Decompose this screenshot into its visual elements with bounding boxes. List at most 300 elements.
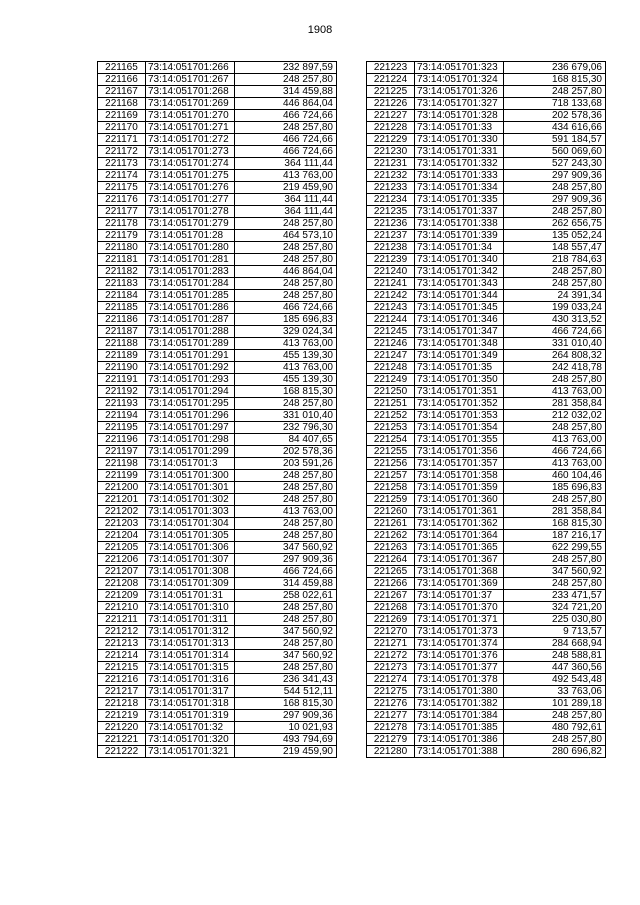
table-row xyxy=(98,458,337,470)
cadastral-number-cell: 73:14:051701:365 xyxy=(415,542,504,554)
cadastral-value-cell: 347 560,92 xyxy=(235,542,337,554)
cadastral-number-cell: 73:14:051701:276 xyxy=(146,182,235,194)
cadastral-number-cell: 73:14:051701:305 xyxy=(146,530,235,542)
cadastral-number-cell: 73:14:051701:315 xyxy=(146,662,235,674)
cadastral-number-cell: 73:14:051701:317 xyxy=(146,686,235,698)
table-row xyxy=(98,170,337,182)
cadastral-value-cell: 24 391,34 xyxy=(504,290,606,302)
table-row xyxy=(367,470,606,482)
record-number-cell: 221173 xyxy=(98,158,146,170)
record-number-cell: 221252 xyxy=(367,410,415,422)
cadastral-value-cell: 135 052,24 xyxy=(504,230,606,242)
cadastral-number-cell: 73:14:051701:371 xyxy=(415,614,504,626)
record-number-cell: 221170 xyxy=(98,122,146,134)
cadastral-value-cell: 219 459,90 xyxy=(235,746,337,758)
cadastral-number-cell: 73:14:051701:271 xyxy=(146,122,235,134)
record-number-cell: 221269 xyxy=(367,614,415,626)
record-number-cell: 221260 xyxy=(367,506,415,518)
table-row xyxy=(367,542,606,554)
record-number-cell: 221197 xyxy=(98,446,146,458)
table-row xyxy=(98,86,337,98)
record-number-cell: 221194 xyxy=(98,410,146,422)
cadastral-value-cell: 248 257,80 xyxy=(235,254,337,266)
cadastral-number-cell: 73:14:051701:374 xyxy=(415,638,504,650)
cadastral-number-cell: 73:14:051701:349 xyxy=(415,350,504,362)
record-number-cell: 221236 xyxy=(367,218,415,230)
table-row xyxy=(367,122,606,134)
table-row xyxy=(98,314,337,326)
record-number-cell: 221270 xyxy=(367,626,415,638)
cadastral-value-cell: 297 909,36 xyxy=(235,710,337,722)
record-number-cell: 221247 xyxy=(367,350,415,362)
record-number-cell: 221204 xyxy=(98,530,146,542)
table-row xyxy=(98,158,337,170)
record-number-cell: 221192 xyxy=(98,386,146,398)
cadastral-value-cell: 466 724,66 xyxy=(504,326,606,338)
table-row xyxy=(367,278,606,290)
cadastral-number-cell: 73:14:051701:337 xyxy=(415,206,504,218)
cadastral-number-cell: 73:14:051701:332 xyxy=(415,158,504,170)
table-row xyxy=(98,350,337,362)
record-number-cell: 221214 xyxy=(98,650,146,662)
cadastral-value-cell: 446 864,04 xyxy=(235,266,337,278)
cadastral-number-cell: 73:14:051701:297 xyxy=(146,422,235,434)
record-number-cell: 221231 xyxy=(367,158,415,170)
cadastral-value-cell: 464 573,10 xyxy=(235,230,337,242)
cadastral-value-cell: 9 713,57 xyxy=(504,626,606,638)
cadastral-number-cell: 73:14:051701:340 xyxy=(415,254,504,266)
cadastral-value-cell: 413 763,00 xyxy=(504,458,606,470)
record-number-cell: 221264 xyxy=(367,554,415,566)
cadastral-value-cell: 248 257,80 xyxy=(504,554,606,566)
cadastral-number-cell: 73:14:051701:300 xyxy=(146,470,235,482)
record-number-cell: 221221 xyxy=(98,734,146,746)
record-number-cell: 221266 xyxy=(367,578,415,590)
cadastral-number-cell: 73:14:051701:319 xyxy=(146,710,235,722)
record-number-cell: 221189 xyxy=(98,350,146,362)
cadastral-number-cell: 73:14:051701:304 xyxy=(146,518,235,530)
cadastral-number-cell: 73:14:051701:339 xyxy=(415,230,504,242)
cadastral-value-cell: 413 763,00 xyxy=(504,386,606,398)
cadastral-number-cell: 73:14:051701:376 xyxy=(415,650,504,662)
table-row xyxy=(367,698,606,710)
record-number-cell: 221183 xyxy=(98,278,146,290)
record-number-cell: 221167 xyxy=(98,86,146,98)
cadastral-value-cell: 248 257,80 xyxy=(235,290,337,302)
cadastral-number-cell: 73:14:051701:377 xyxy=(415,662,504,674)
cadastral-value-cell: 430 313,52 xyxy=(504,314,606,326)
cadastral-value-cell: 297 909,36 xyxy=(235,554,337,566)
record-number-cell: 221168 xyxy=(98,98,146,110)
cadastral-number-cell: 73:14:051701:386 xyxy=(415,734,504,746)
cadastral-value-cell: 492 543,48 xyxy=(504,674,606,686)
record-number-cell: 221268 xyxy=(367,602,415,614)
record-number-cell: 221188 xyxy=(98,338,146,350)
table-row xyxy=(98,230,337,242)
table-row xyxy=(98,746,337,758)
cadastral-value-cell: 560 069,60 xyxy=(504,146,606,158)
record-number-cell: 221180 xyxy=(98,242,146,254)
record-number-cell: 221276 xyxy=(367,698,415,710)
record-number-cell: 221171 xyxy=(98,134,146,146)
table-row xyxy=(367,722,606,734)
table-row xyxy=(367,170,606,182)
table-row xyxy=(367,458,606,470)
cadastral-value-cell: 248 257,80 xyxy=(504,374,606,386)
cadastral-number-cell: 73:14:051701:285 xyxy=(146,290,235,302)
record-number-cell: 221178 xyxy=(98,218,146,230)
table-row xyxy=(98,734,337,746)
table-row xyxy=(98,662,337,674)
table-row xyxy=(367,554,606,566)
table-row xyxy=(367,446,606,458)
registry-table-right-body xyxy=(367,62,606,758)
cadastral-value-cell: 622 299,55 xyxy=(504,542,606,554)
table-row xyxy=(367,302,606,314)
cadastral-value-cell: 248 257,80 xyxy=(235,662,337,674)
cadastral-number-cell: 73:14:051701:343 xyxy=(415,278,504,290)
record-number-cell: 221224 xyxy=(367,74,415,86)
record-number-cell: 221261 xyxy=(367,518,415,530)
table-row xyxy=(98,62,337,74)
record-number-cell: 221206 xyxy=(98,554,146,566)
cadastral-number-cell: 73:14:051701:326 xyxy=(415,86,504,98)
cadastral-number-cell: 73:14:051701:270 xyxy=(146,110,235,122)
record-number-cell: 221259 xyxy=(367,494,415,506)
cadastral-value-cell: 148 557,47 xyxy=(504,242,606,254)
record-number-cell: 221279 xyxy=(367,734,415,746)
table-row xyxy=(98,446,337,458)
record-number-cell: 221201 xyxy=(98,494,146,506)
table-row xyxy=(98,530,337,542)
cadastral-value-cell: 493 794,69 xyxy=(235,734,337,746)
cadastral-number-cell: 73:14:051701:350 xyxy=(415,374,504,386)
table-row xyxy=(98,494,337,506)
record-number-cell: 221196 xyxy=(98,434,146,446)
cadastral-number-cell: 73:14:051701:380 xyxy=(415,686,504,698)
cadastral-value-cell: 248 257,80 xyxy=(235,242,337,254)
cadastral-value-cell: 718 133,68 xyxy=(504,98,606,110)
record-number-cell: 221257 xyxy=(367,470,415,482)
record-number-cell: 221184 xyxy=(98,290,146,302)
cadastral-value-cell: 248 257,80 xyxy=(235,398,337,410)
cadastral-number-cell: 73:14:051701:368 xyxy=(415,566,504,578)
record-number-cell: 221256 xyxy=(367,458,415,470)
cadastral-number-cell: 73:14:051701:361 xyxy=(415,506,504,518)
table-row xyxy=(367,566,606,578)
cadastral-value-cell: 527 243,30 xyxy=(504,158,606,170)
cadastral-value-cell: 232 897,59 xyxy=(235,62,337,74)
cadastral-number-cell: 73:14:051701:311 xyxy=(146,614,235,626)
table-row xyxy=(98,206,337,218)
table-row xyxy=(98,506,337,518)
record-number-cell: 221216 xyxy=(98,674,146,686)
table-row xyxy=(98,218,337,230)
table-row xyxy=(98,242,337,254)
cadastral-value-cell: 331 010,40 xyxy=(504,338,606,350)
record-number-cell: 221181 xyxy=(98,254,146,266)
cadastral-value-cell: 544 512,11 xyxy=(235,686,337,698)
cadastral-value-cell: 168 815,30 xyxy=(504,518,606,530)
record-number-cell: 221177 xyxy=(98,206,146,218)
table-row xyxy=(367,434,606,446)
cadastral-value-cell: 347 560,92 xyxy=(504,566,606,578)
table-row xyxy=(98,602,337,614)
cadastral-number-cell: 73:14:051701:331 xyxy=(415,146,504,158)
cadastral-number-cell: 73:14:051701:279 xyxy=(146,218,235,230)
record-number-cell: 221234 xyxy=(367,194,415,206)
cadastral-value-cell: 10 021,93 xyxy=(235,722,337,734)
cadastral-number-cell: 73:14:051701:273 xyxy=(146,146,235,158)
cadastral-value-cell: 364 111,44 xyxy=(235,194,337,206)
table-row xyxy=(98,422,337,434)
cadastral-value-cell: 284 668,94 xyxy=(504,638,606,650)
table-row xyxy=(367,134,606,146)
table-row xyxy=(98,482,337,494)
cadastral-value-cell: 364 111,44 xyxy=(235,158,337,170)
record-number-cell: 221237 xyxy=(367,230,415,242)
cadastral-value-cell: 185 696,83 xyxy=(235,314,337,326)
record-number-cell: 221200 xyxy=(98,482,146,494)
cadastral-number-cell: 73:14:051701:378 xyxy=(415,674,504,686)
cadastral-number-cell: 73:14:051701:283 xyxy=(146,266,235,278)
table-row xyxy=(98,554,337,566)
cadastral-number-cell: 73:14:051701:364 xyxy=(415,530,504,542)
table-row xyxy=(98,326,337,338)
cadastral-number-cell: 73:14:051701:359 xyxy=(415,482,504,494)
cadastral-number-cell: 73:14:051701:3 xyxy=(146,458,235,470)
table-row xyxy=(98,290,337,302)
record-number-cell: 221243 xyxy=(367,302,415,314)
cadastral-number-cell: 73:14:051701:346 xyxy=(415,314,504,326)
record-number-cell: 221208 xyxy=(98,578,146,590)
table-row xyxy=(98,434,337,446)
table-row xyxy=(367,614,606,626)
table-row xyxy=(367,338,606,350)
cadastral-number-cell: 73:14:051701:275 xyxy=(146,170,235,182)
table-row xyxy=(367,482,606,494)
cadastral-number-cell: 73:14:051701:296 xyxy=(146,410,235,422)
record-number-cell: 221218 xyxy=(98,698,146,710)
record-number-cell: 221267 xyxy=(367,590,415,602)
table-row xyxy=(367,422,606,434)
table-row xyxy=(367,194,606,206)
cadastral-value-cell: 248 257,80 xyxy=(235,278,337,290)
record-number-cell: 221174 xyxy=(98,170,146,182)
table-row xyxy=(367,746,606,758)
table-row xyxy=(98,590,337,602)
record-number-cell: 221275 xyxy=(367,686,415,698)
record-number-cell: 221223 xyxy=(367,62,415,74)
cadastral-number-cell: 73:14:051701:284 xyxy=(146,278,235,290)
cadastral-value-cell: 185 696,83 xyxy=(504,482,606,494)
cadastral-number-cell: 73:14:051701:323 xyxy=(415,62,504,74)
cadastral-number-cell: 73:14:051701:344 xyxy=(415,290,504,302)
record-number-cell: 221212 xyxy=(98,626,146,638)
table-row xyxy=(98,722,337,734)
table-row xyxy=(367,602,606,614)
table-row xyxy=(367,314,606,326)
cadastral-number-cell: 73:14:051701:388 xyxy=(415,746,504,758)
cadastral-value-cell: 466 724,66 xyxy=(235,566,337,578)
table-row xyxy=(367,362,606,374)
record-number-cell: 221219 xyxy=(98,710,146,722)
table-row xyxy=(98,566,337,578)
cadastral-number-cell: 73:14:051701:287 xyxy=(146,314,235,326)
cadastral-value-cell: 248 257,80 xyxy=(235,482,337,494)
cadastral-value-cell: 248 257,80 xyxy=(235,74,337,86)
table-row xyxy=(98,374,337,386)
table-row xyxy=(98,710,337,722)
cadastral-value-cell: 248 257,80 xyxy=(504,734,606,746)
cadastral-value-cell: 413 763,00 xyxy=(235,506,337,518)
table-row xyxy=(98,254,337,266)
cadastral-value-cell: 248 257,80 xyxy=(235,218,337,230)
table-row xyxy=(367,86,606,98)
record-number-cell: 221210 xyxy=(98,602,146,614)
cadastral-value-cell: 248 257,80 xyxy=(504,266,606,278)
record-number-cell: 221229 xyxy=(367,134,415,146)
cadastral-number-cell: 73:14:051701:292 xyxy=(146,362,235,374)
record-number-cell: 221262 xyxy=(367,530,415,542)
record-number-cell: 221209 xyxy=(98,590,146,602)
cadastral-value-cell: 480 792,61 xyxy=(504,722,606,734)
table-row xyxy=(98,302,337,314)
record-number-cell: 221251 xyxy=(367,398,415,410)
record-number-cell: 221195 xyxy=(98,422,146,434)
cadastral-value-cell: 281 358,84 xyxy=(504,506,606,518)
cadastral-value-cell: 203 591,26 xyxy=(235,458,337,470)
cadastral-number-cell: 73:14:051701:303 xyxy=(146,506,235,518)
cadastral-number-cell: 73:14:051701:35 xyxy=(415,362,504,374)
cadastral-number-cell: 73:14:051701:280 xyxy=(146,242,235,254)
record-number-cell: 221191 xyxy=(98,374,146,386)
cadastral-number-cell: 73:14:051701:306 xyxy=(146,542,235,554)
record-number-cell: 221258 xyxy=(367,482,415,494)
cadastral-value-cell: 84 407,65 xyxy=(235,434,337,446)
registry-table-left-body xyxy=(98,62,337,758)
cadastral-value-cell: 236 341,43 xyxy=(235,674,337,686)
record-number-cell: 221263 xyxy=(367,542,415,554)
cadastral-number-cell: 73:14:051701:267 xyxy=(146,74,235,86)
cadastral-number-cell: 73:14:051701:289 xyxy=(146,338,235,350)
cadastral-value-cell: 202 578,36 xyxy=(235,446,337,458)
cadastral-number-cell: 73:14:051701:324 xyxy=(415,74,504,86)
cadastral-value-cell: 460 104,46 xyxy=(504,470,606,482)
cadastral-number-cell: 73:14:051701:333 xyxy=(415,170,504,182)
cadastral-value-cell: 187 216,17 xyxy=(504,530,606,542)
table-row xyxy=(98,278,337,290)
cadastral-value-cell: 218 784,63 xyxy=(504,254,606,266)
cadastral-value-cell: 466 724,66 xyxy=(235,110,337,122)
page-number: 1908 xyxy=(307,24,333,36)
table-row xyxy=(367,650,606,662)
record-number-cell: 221274 xyxy=(367,674,415,686)
record-number-cell: 221175 xyxy=(98,182,146,194)
cadastral-number-cell: 73:14:051701:385 xyxy=(415,722,504,734)
record-number-cell: 221273 xyxy=(367,662,415,674)
record-number-cell: 221185 xyxy=(98,302,146,314)
cadastral-value-cell: 455 139,30 xyxy=(235,374,337,386)
cadastral-number-cell: 73:14:051701:308 xyxy=(146,566,235,578)
cadastral-number-cell: 73:14:051701:301 xyxy=(146,482,235,494)
record-number-cell: 221199 xyxy=(98,470,146,482)
cadastral-value-cell: 248 257,80 xyxy=(235,602,337,614)
record-number-cell: 221255 xyxy=(367,446,415,458)
record-number-cell: 221244 xyxy=(367,314,415,326)
cadastral-value-cell: 297 909,36 xyxy=(504,170,606,182)
table-row xyxy=(367,590,606,602)
cadastral-number-cell: 73:14:051701:34 xyxy=(415,242,504,254)
cadastral-value-cell: 248 588,81 xyxy=(504,650,606,662)
record-number-cell: 221198 xyxy=(98,458,146,470)
table-row xyxy=(367,386,606,398)
cadastral-value-cell: 248 257,80 xyxy=(235,614,337,626)
cadastral-value-cell: 413 763,00 xyxy=(235,338,337,350)
cadastral-value-cell: 248 257,80 xyxy=(235,122,337,134)
table-row xyxy=(367,350,606,362)
table-row xyxy=(367,686,606,698)
cadastral-number-cell: 73:14:051701:316 xyxy=(146,674,235,686)
cadastral-value-cell: 591 184,57 xyxy=(504,134,606,146)
table-row xyxy=(367,494,606,506)
table-row xyxy=(367,230,606,242)
record-number-cell: 221205 xyxy=(98,542,146,554)
table-row xyxy=(98,194,337,206)
cadastral-value-cell: 262 656,75 xyxy=(504,218,606,230)
table-row xyxy=(98,110,337,122)
cadastral-number-cell: 73:14:051701:330 xyxy=(415,134,504,146)
table-row xyxy=(98,626,337,638)
cadastral-value-cell: 248 257,80 xyxy=(235,530,337,542)
record-number-cell: 221186 xyxy=(98,314,146,326)
cadastral-number-cell: 73:14:051701:358 xyxy=(415,470,504,482)
cadastral-value-cell: 225 030,80 xyxy=(504,614,606,626)
record-number-cell: 221220 xyxy=(98,722,146,734)
cadastral-value-cell: 314 459,88 xyxy=(235,578,337,590)
table-row xyxy=(367,374,606,386)
table-row xyxy=(367,74,606,86)
cadastral-value-cell: 264 808,32 xyxy=(504,350,606,362)
cadastral-value-cell: 434 616,66 xyxy=(504,122,606,134)
cadastral-value-cell: 248 257,80 xyxy=(504,422,606,434)
cadastral-number-cell: 73:14:051701:321 xyxy=(146,746,235,758)
table-row xyxy=(98,518,337,530)
table-row xyxy=(367,398,606,410)
cadastral-number-cell: 73:14:051701:348 xyxy=(415,338,504,350)
record-number-cell: 221213 xyxy=(98,638,146,650)
cadastral-number-cell: 73:14:051701:384 xyxy=(415,710,504,722)
record-number-cell: 221241 xyxy=(367,278,415,290)
cadastral-number-cell: 73:14:051701:370 xyxy=(415,602,504,614)
cadastral-value-cell: 347 560,92 xyxy=(235,626,337,638)
table-row xyxy=(367,254,606,266)
record-number-cell: 221238 xyxy=(367,242,415,254)
record-number-cell: 221203 xyxy=(98,518,146,530)
cadastral-number-cell: 73:14:051701:33 xyxy=(415,122,504,134)
cadastral-value-cell: 248 257,80 xyxy=(235,518,337,530)
cadastral-number-cell: 73:14:051701:291 xyxy=(146,350,235,362)
cadastral-number-cell: 73:14:051701:313 xyxy=(146,638,235,650)
cadastral-number-cell: 73:14:051701:288 xyxy=(146,326,235,338)
record-number-cell: 221239 xyxy=(367,254,415,266)
cadastral-number-cell: 73:14:051701:373 xyxy=(415,626,504,638)
table-row xyxy=(98,266,337,278)
cadastral-number-cell: 73:14:051701:37 xyxy=(415,590,504,602)
cadastral-number-cell: 73:14:051701:274 xyxy=(146,158,235,170)
table-row xyxy=(367,158,606,170)
record-number-cell: 221271 xyxy=(367,638,415,650)
